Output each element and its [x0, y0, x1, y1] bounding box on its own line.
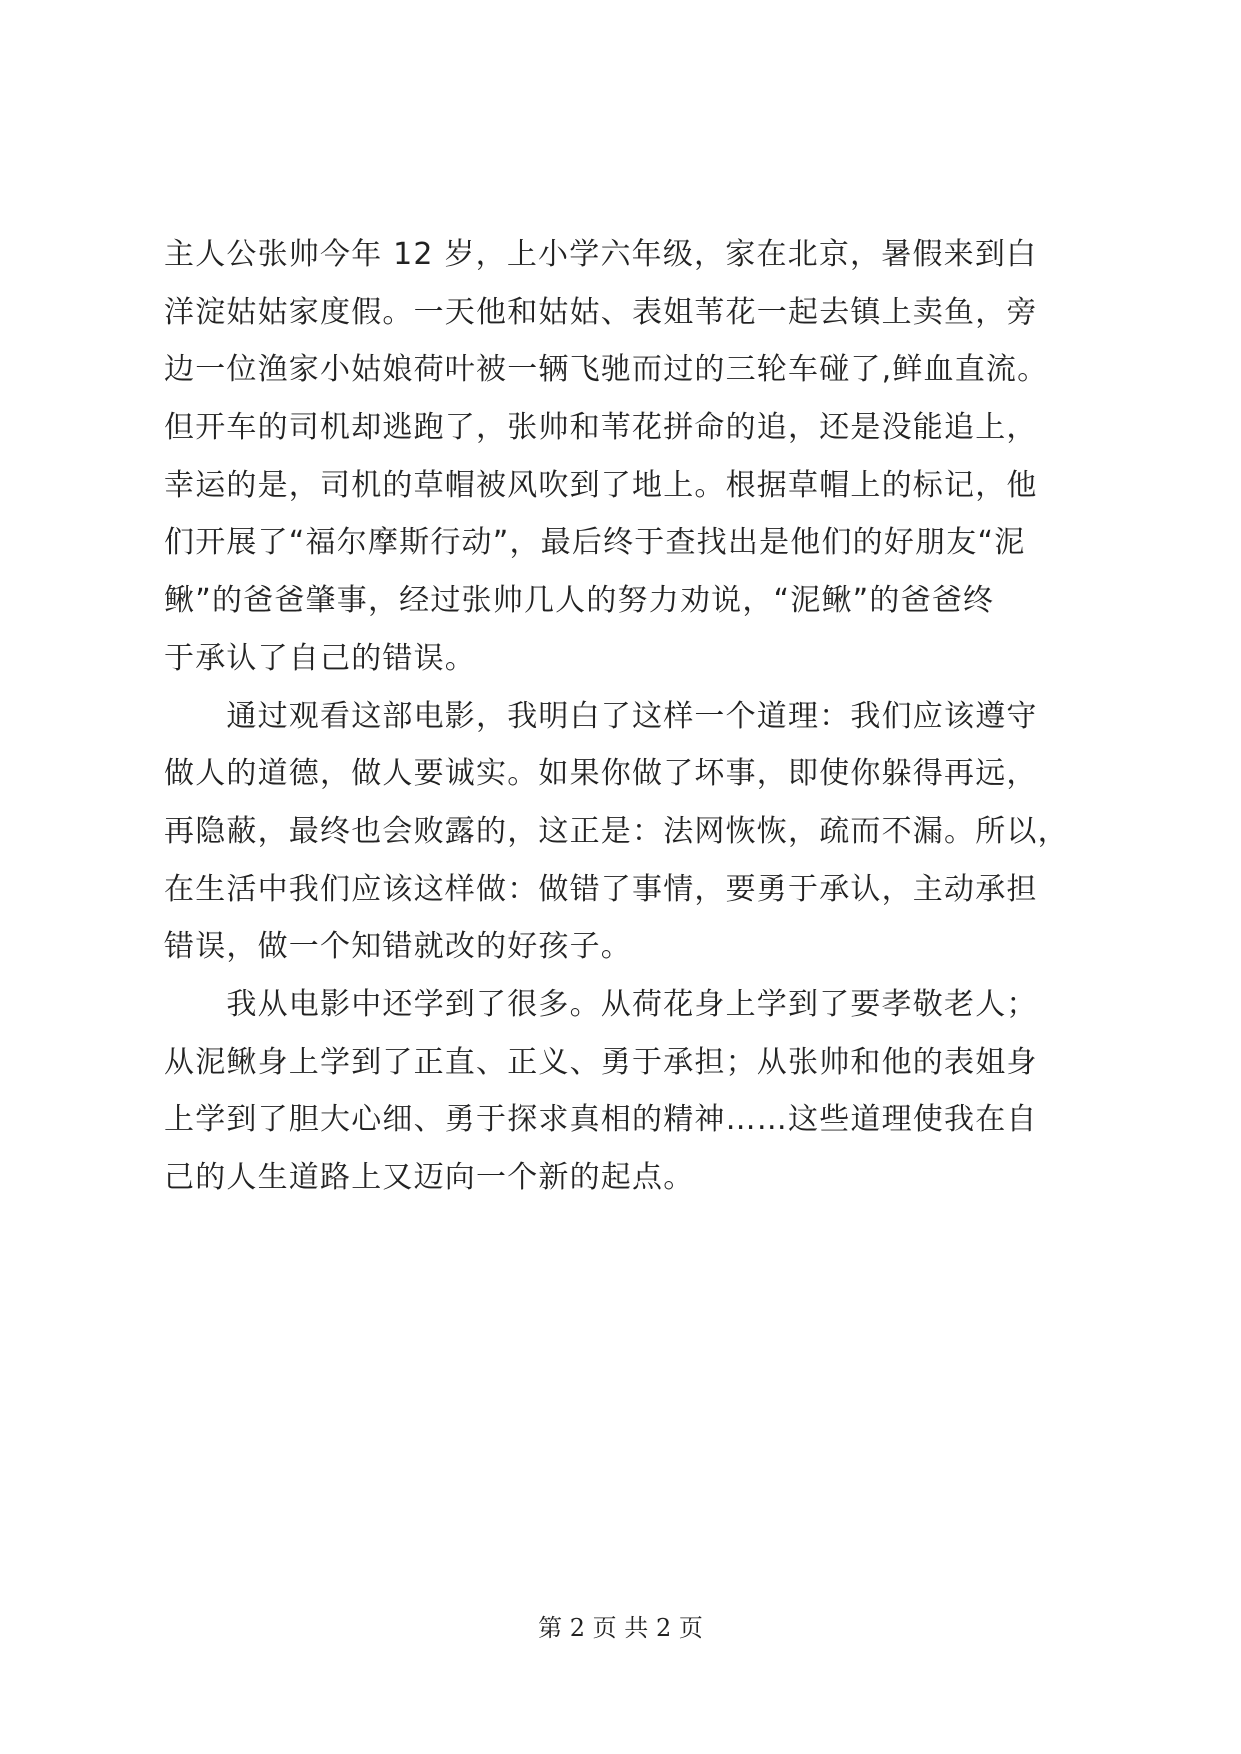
- text-line: 于承认了自己的错误。: [164, 640, 476, 676]
- text-line: 错误，做一个知错就改的好孩子。: [164, 929, 632, 965]
- text-line: 洋淀姑姑家度假。一天他和姑姑、表姐苇花一起去镇上卖鱼，旁: [164, 294, 1038, 330]
- text-line: 我从电影中还学到了很多。从荷花身上学到了要孝敬老人；: [164, 986, 1038, 1022]
- text-line: 通过观看这部电影，我明白了这样一个道理：我们应该遵守: [164, 698, 1038, 734]
- text-line: 做人的道德，做人要诚实。如果你做了坏事，即使你躲得再远，: [164, 756, 1038, 792]
- page-number-footer: 第 2 页 共 2 页: [538, 1614, 703, 1642]
- text-line: 再隐蔽，最终也会败露的，这正是：法网恢恢，疏而不漏。所以，: [164, 813, 1069, 849]
- text-line: 在生活中我们应该这样做：做错了事情，要勇于承认，主动承担: [164, 871, 1038, 907]
- text-line: 鳅”的爸爸肇事，经过张帅几人的努力劝说，“泥鳅”的爸爸终: [164, 583, 995, 619]
- text-line: 主人公张帅今年 12 岁，上小学六年级，家在北京，暑假来到白: [164, 237, 1038, 272]
- text-line: 但开车的司机却逃跑了，张帅和苇花拼命的追，还是没能追上，: [164, 410, 1038, 446]
- text-line: 上学到了胆大心细、勇于探求真相的精神……这些道理使我在自: [164, 1102, 1038, 1138]
- document-body: [164, 226, 1104, 1207]
- text-line: 们开展了“福尔摩斯行动”，最后终于查找出是他们的好朋友“泥: [164, 525, 1026, 561]
- text-line: 己的人生道路上又迈向一个新的起点。: [164, 1160, 695, 1195]
- text-line: 从泥鳅身上学到了正直、正义、勇于承担；从张帅和他的表姐身: [164, 1044, 1038, 1080]
- text-line: 边一位渔家小姑娘荷叶被一辆飞驰而过的三轮车碰了,鲜血直流。: [164, 352, 1049, 388]
- text-line: 幸运的是，司机的草帽被风吹到了地上。根据草帽上的标记，他: [164, 467, 1038, 503]
